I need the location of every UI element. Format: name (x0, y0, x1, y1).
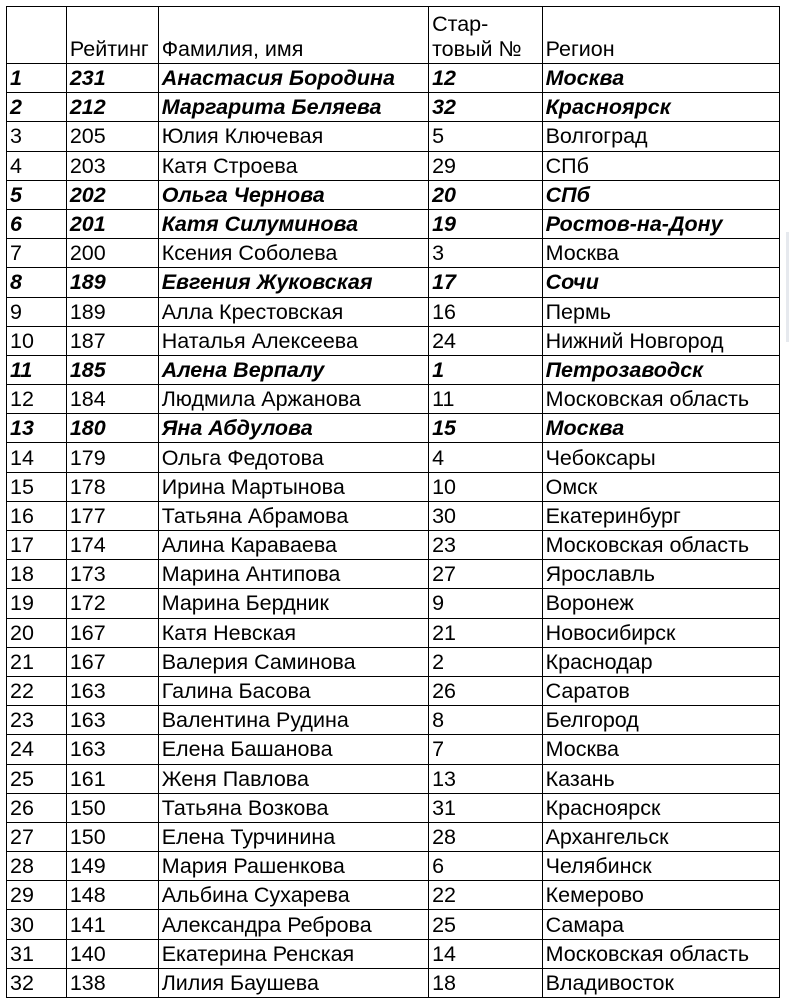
cell-name: Алла Крестовская (158, 297, 428, 326)
cell-place: 9 (7, 297, 67, 326)
cell-region: Красноярск (542, 93, 779, 122)
table-row (7, 355, 780, 384)
cell-name: Маргарита Беляева (158, 93, 428, 122)
cell-region: Ярославль (542, 560, 779, 589)
cell-rating: 141 (66, 910, 158, 939)
cell-place: 24 (7, 735, 67, 764)
cell-name: Лилия Баушева (158, 968, 428, 997)
cell-place: 32 (7, 968, 67, 997)
cell-region: Москва (542, 239, 779, 268)
cell-name: Александра Реброва (158, 910, 428, 939)
cell-start-number: 32 (429, 93, 543, 122)
cell-name: Алина Караваева (158, 531, 428, 560)
cell-start-number: 8 (429, 706, 543, 735)
table-row (7, 939, 780, 968)
table-row (7, 764, 780, 793)
cell-start-number: 19 (429, 209, 543, 238)
cell-rating: 189 (66, 297, 158, 326)
cell-start-number: 14 (429, 939, 543, 968)
cell-rating: 161 (66, 764, 158, 793)
cell-start-number: 31 (429, 793, 543, 822)
cell-rating: 185 (66, 355, 158, 384)
cell-rating: 174 (66, 531, 158, 560)
table-row (7, 735, 780, 764)
cell-name: Яна Абдулова (158, 414, 428, 443)
cell-region: СПб (542, 151, 779, 180)
header-place (7, 7, 67, 64)
cell-start-number: 5 (429, 122, 543, 151)
cell-name: Елена Турчинина (158, 822, 428, 851)
table-row (7, 414, 780, 443)
cell-name: Альбина Сухарева (158, 881, 428, 910)
cell-place: 22 (7, 676, 67, 705)
cell-place: 6 (7, 209, 67, 238)
cell-place: 1 (7, 64, 67, 93)
cell-rating: 173 (66, 560, 158, 589)
cell-rating: 178 (66, 472, 158, 501)
cell-place: 17 (7, 531, 67, 560)
cell-rating: 138 (66, 968, 158, 997)
table-row (7, 968, 780, 997)
cell-name: Ксения Соболева (158, 239, 428, 268)
cell-place: 23 (7, 706, 67, 735)
cell-name: Галина Басова (158, 676, 428, 705)
cell-rating: 163 (66, 735, 158, 764)
cell-region: Казань (542, 764, 779, 793)
cell-rating: 200 (66, 239, 158, 268)
cell-region: Омск (542, 472, 779, 501)
cell-place: 3 (7, 122, 67, 151)
table-row (7, 531, 780, 560)
cell-start-number: 22 (429, 881, 543, 910)
cell-name: Катя Строева (158, 151, 428, 180)
cell-place: 2 (7, 93, 67, 122)
cell-rating: 177 (66, 501, 158, 530)
cell-region: Новосибирск (542, 618, 779, 647)
cell-region: Челябинск (542, 852, 779, 881)
header-row (7, 7, 780, 64)
table-row (7, 180, 780, 209)
table-row (7, 793, 780, 822)
cell-start-number: 28 (429, 822, 543, 851)
cell-name: Женя Павлова (158, 764, 428, 793)
cell-rating: 148 (66, 881, 158, 910)
table-row (7, 881, 780, 910)
table-row (7, 64, 780, 93)
cell-region: Московская область (542, 385, 779, 414)
table-row (7, 589, 780, 618)
cell-region: Владивосток (542, 968, 779, 997)
table-row (7, 443, 780, 472)
cell-rating: 205 (66, 122, 158, 151)
cell-region: Москва (542, 64, 779, 93)
cell-region: Белгород (542, 706, 779, 735)
cell-name: Людмила Аржанова (158, 385, 428, 414)
cell-rating: 150 (66, 822, 158, 851)
table-body (7, 64, 780, 998)
cell-rating: 180 (66, 414, 158, 443)
table-row (7, 268, 780, 297)
cell-start-number: 7 (429, 735, 543, 764)
cell-place: 8 (7, 268, 67, 297)
cell-place: 15 (7, 472, 67, 501)
cell-rating: 179 (66, 443, 158, 472)
cell-rating: 201 (66, 209, 158, 238)
cell-region: Краснодар (542, 647, 779, 676)
cell-name: Марина Бердник (158, 589, 428, 618)
cell-name: Татьяна Абрамова (158, 501, 428, 530)
cell-name: Евгения Жуковская (158, 268, 428, 297)
cell-rating: 212 (66, 93, 158, 122)
cell-start-number: 16 (429, 297, 543, 326)
cell-place: 4 (7, 151, 67, 180)
cell-region: Московская область (542, 531, 779, 560)
cell-rating: 140 (66, 939, 158, 968)
table-row (7, 822, 780, 851)
cell-rating: 167 (66, 618, 158, 647)
cell-rating: 202 (66, 180, 158, 209)
cell-region: Пермь (542, 297, 779, 326)
cell-place: 11 (7, 355, 67, 384)
cell-region: Самара (542, 910, 779, 939)
cell-region: Москва (542, 414, 779, 443)
cell-place: 5 (7, 180, 67, 209)
cell-start-number: 25 (429, 910, 543, 939)
cell-rating: 149 (66, 852, 158, 881)
cell-name: Елена Башанова (158, 735, 428, 764)
cell-start-number: 20 (429, 180, 543, 209)
cell-name: Наталья Алексеева (158, 326, 428, 355)
table-row (7, 647, 780, 676)
cell-region: СПб (542, 180, 779, 209)
cell-rating: 172 (66, 589, 158, 618)
table-row (7, 239, 780, 268)
cell-place: 18 (7, 560, 67, 589)
cell-start-number: 4 (429, 443, 543, 472)
cell-place: 26 (7, 793, 67, 822)
cell-start-number: 3 (429, 239, 543, 268)
header-rating: Рейтинг (66, 7, 158, 64)
cell-name: Катя Невская (158, 618, 428, 647)
cell-rating: 167 (66, 647, 158, 676)
rating-table (6, 6, 780, 998)
table-row (7, 326, 780, 355)
cell-start-number: 10 (429, 472, 543, 501)
table-row (7, 472, 780, 501)
cell-rating: 163 (66, 706, 158, 735)
cell-name: Ирина Мартынова (158, 472, 428, 501)
cell-region: Нижний Новгород (542, 326, 779, 355)
table-row (7, 501, 780, 530)
cell-name: Екатерина Ренская (158, 939, 428, 968)
cell-place: 30 (7, 910, 67, 939)
cell-place: 10 (7, 326, 67, 355)
cell-name: Марина Антипова (158, 560, 428, 589)
cell-name: Катя Силуминова (158, 209, 428, 238)
table-row (7, 122, 780, 151)
cell-place: 13 (7, 414, 67, 443)
cell-start-number: 11 (429, 385, 543, 414)
table-header (7, 7, 780, 64)
cell-place: 7 (7, 239, 67, 268)
cell-name: Алена Верпалу (158, 355, 428, 384)
cell-name: Валентина Рудина (158, 706, 428, 735)
cell-rating: 163 (66, 676, 158, 705)
cell-start-number: 30 (429, 501, 543, 530)
cell-name: Валерия Саминова (158, 647, 428, 676)
cell-name: Юлия Ключевая (158, 122, 428, 151)
cell-rating: 187 (66, 326, 158, 355)
cell-start-number: 21 (429, 618, 543, 647)
cell-name: Анастасия Бородина (158, 64, 428, 93)
cell-start-number: 12 (429, 64, 543, 93)
cell-region: Сочи (542, 268, 779, 297)
cell-place: 14 (7, 443, 67, 472)
cell-region: Московская область (542, 939, 779, 968)
cell-place: 19 (7, 589, 67, 618)
cell-place: 21 (7, 647, 67, 676)
header-start-line1: Стар- (432, 12, 489, 36)
cell-region: Архангельск (542, 822, 779, 851)
cell-start-number: 17 (429, 268, 543, 297)
cell-start-number: 9 (429, 589, 543, 618)
header-start-line2: товый № (432, 37, 522, 61)
table-row (7, 910, 780, 939)
cell-start-number: 6 (429, 852, 543, 881)
cell-place: 29 (7, 881, 67, 910)
cell-place: 12 (7, 385, 67, 414)
cell-region: Екатеринбург (542, 501, 779, 530)
cell-start-number: 29 (429, 151, 543, 180)
cell-rating: 231 (66, 64, 158, 93)
cell-rating: 150 (66, 793, 158, 822)
cell-rating: 203 (66, 151, 158, 180)
header-start-number (429, 7, 543, 64)
table-row (7, 151, 780, 180)
cell-region: Красноярск (542, 793, 779, 822)
header-name: Фамилия, имя (158, 7, 428, 64)
cell-name: Ольга Федотова (158, 443, 428, 472)
cell-place: 20 (7, 618, 67, 647)
table-row (7, 706, 780, 735)
header-region: Регион (542, 7, 779, 64)
cell-start-number: 1 (429, 355, 543, 384)
cell-start-number: 13 (429, 764, 543, 793)
cell-name: Ольга Чернова (158, 180, 428, 209)
cell-region: Саратов (542, 676, 779, 705)
cell-start-number: 23 (429, 531, 543, 560)
cell-region: Кемерово (542, 881, 779, 910)
cell-place: 27 (7, 822, 67, 851)
cell-start-number: 24 (429, 326, 543, 355)
table-row (7, 297, 780, 326)
cell-start-number: 27 (429, 560, 543, 589)
cell-name: Мария Рашенкова (158, 852, 428, 881)
cell-region: Чебоксары (542, 443, 779, 472)
cell-region: Петрозаводск (542, 355, 779, 384)
table-row (7, 852, 780, 881)
cell-start-number: 26 (429, 676, 543, 705)
window-edge-strip (786, 232, 789, 342)
cell-place: 25 (7, 764, 67, 793)
cell-rating: 189 (66, 268, 158, 297)
cell-place: 31 (7, 939, 67, 968)
table-row (7, 93, 780, 122)
cell-rating: 184 (66, 385, 158, 414)
table-row (7, 560, 780, 589)
table-row (7, 385, 780, 414)
table-row (7, 618, 780, 647)
cell-place: 16 (7, 501, 67, 530)
cell-start-number: 15 (429, 414, 543, 443)
table-row (7, 209, 780, 238)
cell-region: Москва (542, 735, 779, 764)
cell-start-number: 2 (429, 647, 543, 676)
cell-region: Волгоград (542, 122, 779, 151)
cell-name: Татьяна Возкова (158, 793, 428, 822)
cell-region: Воронеж (542, 589, 779, 618)
cell-start-number: 18 (429, 968, 543, 997)
table-row (7, 676, 780, 705)
cell-place: 28 (7, 852, 67, 881)
cell-region: Ростов-на-Дону (542, 209, 779, 238)
